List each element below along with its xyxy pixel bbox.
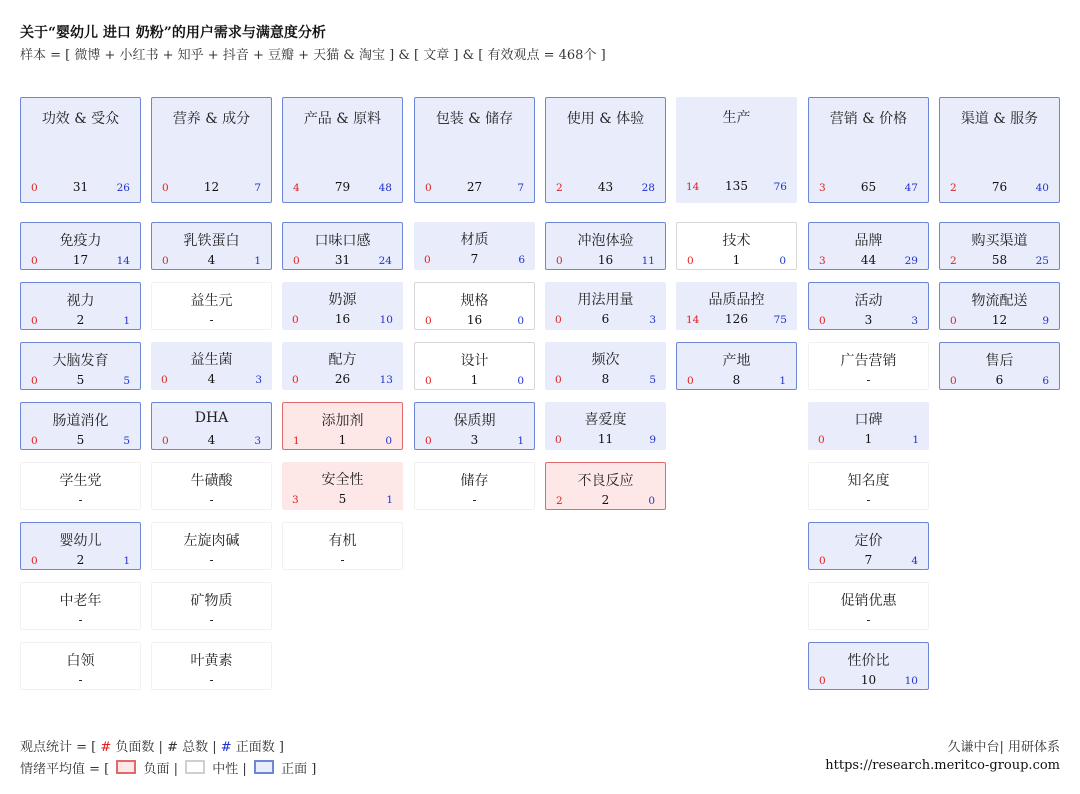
positive-count: 1: [123, 555, 130, 567]
positive-count: 76: [773, 181, 787, 193]
topic-card: [414, 342, 535, 390]
total-count: 58: [991, 253, 1008, 267]
topic-card: [20, 342, 141, 390]
total-count: -: [866, 373, 871, 387]
negative-swatch-icon: [116, 760, 136, 774]
category-name: 包装 & 储存: [435, 111, 514, 127]
positive-count: 10: [379, 314, 393, 326]
positive-count: 5: [123, 435, 130, 447]
sample-description: 样本 = [ 微博 + 小红书 + 知乎 + 抖音 + 豆瓣 + 天猫 & 淘宝 ] & [ 文章 ] & [ 有效观点 = 468个 ]: [20, 48, 606, 63]
topic-name: 设计: [460, 353, 489, 369]
negative-count: 0: [162, 435, 169, 447]
topic-name: 添加剂: [321, 413, 364, 429]
total-count: 126: [725, 312, 748, 326]
positive-count: 5: [649, 374, 656, 386]
topic-name: 物流配送: [971, 293, 1028, 309]
topic-card: [676, 222, 797, 270]
topic-card: [545, 282, 666, 330]
positive-count: 47: [904, 182, 918, 194]
topic-name: 定价: [854, 533, 883, 549]
topic-card: [939, 342, 1060, 390]
topic-card: [808, 462, 929, 510]
neutral-swatch-icon: [185, 760, 205, 774]
topic-name: 广告营销: [840, 353, 897, 369]
topic-card: [414, 222, 535, 270]
total-count: -: [78, 493, 83, 507]
topic-name: 频次: [591, 352, 620, 368]
total-count: -: [209, 553, 214, 567]
total-count: 5: [76, 433, 85, 447]
total-count: 3: [864, 313, 873, 327]
total-count: 4: [207, 372, 216, 386]
negative-count: 0: [31, 375, 38, 387]
positive-count: 7: [254, 182, 261, 194]
topic-name: 益生菌: [190, 352, 233, 368]
legend-mood-pos: 正面 ]: [276, 762, 317, 777]
topic-card: [545, 222, 666, 270]
total-count: -: [209, 493, 214, 507]
topic-name: DHA: [194, 410, 229, 426]
total-count: 7: [864, 553, 873, 567]
negative-count: 0: [31, 182, 38, 194]
topic-name: 保质期: [453, 413, 496, 429]
topic-name: 口味口感: [314, 233, 371, 249]
total-count: 12: [203, 180, 220, 194]
negative-count: 0: [424, 254, 431, 266]
topic-card: [939, 282, 1060, 330]
negative-count: 3: [819, 182, 826, 194]
positive-count: 3: [254, 435, 261, 447]
total-count: 4: [207, 433, 216, 447]
topic-card: [545, 342, 666, 390]
topic-card: [414, 462, 535, 510]
positive-count: 3: [649, 314, 656, 326]
total-count: 5: [76, 373, 85, 387]
topic-card: [151, 342, 272, 390]
negative-count: 0: [555, 374, 562, 386]
topic-name: 技术: [722, 233, 751, 249]
topic-name: 大脑发育: [52, 353, 109, 369]
negative-count: 0: [425, 182, 432, 194]
positive-count: 13: [379, 374, 393, 386]
category-card: [414, 97, 535, 203]
positive-count: 0: [385, 435, 392, 447]
topic-name: 牛磺酸: [190, 473, 233, 489]
topic-card: [151, 522, 272, 570]
total-count: 1: [732, 253, 741, 267]
topic-card: [808, 402, 929, 450]
topic-name: 规格: [460, 293, 489, 309]
negative-count: 0: [819, 555, 826, 567]
topic-name: 有机: [328, 533, 357, 549]
topic-card: [282, 462, 403, 510]
total-count: 12: [991, 313, 1008, 327]
category-card: [545, 97, 666, 203]
positive-count: 0: [779, 255, 786, 267]
category-name: 渠道 & 服务: [960, 111, 1039, 127]
topic-card: [808, 342, 929, 390]
positive-count: 1: [912, 434, 919, 446]
negative-count: 0: [555, 314, 562, 326]
total-count: 6: [995, 373, 1004, 387]
topic-name: 口碑: [854, 412, 883, 428]
topic-name: 活动: [854, 293, 883, 309]
positive-count: 6: [1042, 375, 1049, 387]
legend-neg-mark: #: [100, 740, 112, 755]
negative-count: 0: [161, 374, 168, 386]
topic-name: 售后: [985, 353, 1014, 369]
total-count: 16: [466, 313, 483, 327]
negative-count: 0: [31, 255, 38, 267]
topic-card: [282, 402, 403, 450]
topic-name: 视力: [66, 293, 95, 309]
negative-count: 2: [950, 255, 957, 267]
positive-count: 25: [1035, 255, 1049, 267]
negative-count: 0: [292, 374, 299, 386]
topic-name: 白领: [66, 653, 95, 669]
category-name: 产品 & 原料: [303, 111, 382, 127]
total-count: 11: [597, 432, 614, 446]
legend-pos-mark: #: [220, 740, 232, 755]
positive-count: 11: [641, 255, 655, 267]
category-card: [676, 97, 797, 203]
positive-count: 28: [641, 182, 655, 194]
positive-count: 5: [123, 375, 130, 387]
positive-count: 0: [517, 315, 524, 327]
total-count: 135: [725, 179, 748, 193]
topic-name: 乳铁蛋白: [183, 233, 240, 249]
positive-count: 1: [254, 255, 261, 267]
category-name: 营销 & 价格: [829, 111, 908, 127]
positive-count: 1: [123, 315, 130, 327]
total-count: 26: [334, 372, 351, 386]
negative-count: 0: [31, 315, 38, 327]
negative-count: 2: [950, 182, 957, 194]
topic-card: [414, 282, 535, 330]
category-card: [939, 97, 1060, 203]
total-count: 31: [334, 253, 351, 267]
total-count: -: [78, 613, 83, 627]
positive-count: 3: [255, 374, 262, 386]
topic-name: 婴幼儿: [59, 533, 102, 549]
positive-count: 0: [648, 495, 655, 507]
total-count: 1: [338, 433, 347, 447]
category-name: 营养 & 成分: [172, 111, 251, 127]
topic-card: [282, 522, 403, 570]
legend-mood-neg: 负面 |: [139, 762, 179, 777]
topic-name: 促销优惠: [840, 593, 897, 609]
negative-count: 0: [950, 315, 957, 327]
negative-count: 2: [556, 495, 563, 507]
topic-name: 性价比: [847, 653, 890, 669]
topic-card: [808, 222, 929, 270]
brand-label: 久谦中台| 用研体系: [947, 740, 1060, 755]
category-name: 功效 & 受众: [41, 111, 120, 127]
total-count: -: [209, 613, 214, 627]
negative-count: 2: [556, 182, 563, 194]
topic-name: 冲泡体验: [577, 233, 634, 249]
positive-count: 14: [116, 255, 130, 267]
topic-name: 品质品控: [708, 292, 765, 308]
negative-count: 0: [950, 375, 957, 387]
negative-count: 0: [687, 255, 694, 267]
negative-count: 3: [292, 494, 299, 506]
total-count: -: [209, 313, 214, 327]
topic-name: 购买渠道: [971, 233, 1028, 249]
total-count: -: [340, 553, 345, 567]
topic-name: 矿物质: [190, 593, 233, 609]
topic-name: 储存: [460, 473, 489, 489]
topic-card: [939, 222, 1060, 270]
topic-card: [20, 462, 141, 510]
total-count: 2: [76, 313, 85, 327]
total-count: 5: [338, 492, 347, 506]
negative-count: 14: [686, 181, 700, 193]
negative-count: 0: [31, 555, 38, 567]
negative-count: 0: [819, 675, 826, 687]
negative-count: 0: [818, 434, 825, 446]
negative-count: 0: [555, 434, 562, 446]
topic-card: [808, 282, 929, 330]
topic-card: [808, 582, 929, 630]
legend-mood: [20, 758, 316, 777]
topic-card: [20, 222, 141, 270]
page-title: 关于“婴幼儿 进口 奶粉”的用户需求与满意度分析: [20, 25, 326, 41]
topic-name: 不良反应: [577, 473, 634, 489]
total-count: 16: [597, 253, 614, 267]
topic-card: [151, 222, 272, 270]
topic-card: [545, 402, 666, 450]
topic-card: [414, 402, 535, 450]
positive-count: 10: [904, 675, 918, 687]
positive-count: 6: [518, 254, 525, 266]
positive-count: 0: [517, 375, 524, 387]
positive-count: 29: [904, 255, 918, 267]
negative-count: 0: [556, 255, 563, 267]
negative-count: 4: [293, 182, 300, 194]
topic-card: [20, 522, 141, 570]
topic-name: 材质: [460, 232, 489, 248]
topic-card: [151, 402, 272, 450]
topic-card: [282, 282, 403, 330]
total-count: 8: [601, 372, 610, 386]
topic-card: [20, 402, 141, 450]
total-count: 16: [334, 312, 351, 326]
total-count: 10: [860, 673, 877, 687]
total-count: 6: [601, 312, 610, 326]
topic-card: [151, 582, 272, 630]
positive-count: 40: [1035, 182, 1049, 194]
topic-name: 配方: [328, 352, 357, 368]
total-count: 1: [470, 373, 479, 387]
category-card: [808, 97, 929, 203]
negative-count: 0: [31, 435, 38, 447]
total-count: 1: [864, 432, 873, 446]
topic-name: 叶黄素: [190, 653, 233, 669]
category-name: 生产: [722, 110, 751, 126]
topic-name: 中老年: [59, 593, 102, 609]
positive-count: 48: [378, 182, 392, 194]
total-count: 76: [991, 180, 1008, 194]
total-count: -: [209, 673, 214, 687]
topic-card: [151, 462, 272, 510]
total-count: 44: [860, 253, 877, 267]
legend-neg-label: 负面数 |: [111, 740, 168, 755]
positive-count: 7: [517, 182, 524, 194]
topic-card: [151, 282, 272, 330]
total-count: 8: [732, 373, 741, 387]
positive-count: 1: [779, 375, 786, 387]
topic-card: [20, 582, 141, 630]
topic-name: 安全性: [321, 472, 364, 488]
positive-count: 75: [773, 314, 787, 326]
topic-name: 品牌: [854, 233, 883, 249]
positive-count: 26: [116, 182, 130, 194]
legend-mood-prefix: 情绪平均值 = [: [20, 762, 110, 777]
total-count: 4: [207, 253, 216, 267]
total-count: -: [866, 613, 871, 627]
category-card: [151, 97, 272, 203]
topic-card: [282, 342, 403, 390]
topic-name: 知名度: [847, 473, 890, 489]
negative-count: 1: [293, 435, 300, 447]
negative-count: 0: [687, 375, 694, 387]
topic-card: [282, 222, 403, 270]
negative-count: 0: [162, 255, 169, 267]
total-count: 7: [470, 252, 479, 266]
topic-card: [676, 282, 797, 330]
topic-name: 益生元: [190, 293, 233, 309]
positive-count: 1: [517, 435, 524, 447]
negative-count: 0: [425, 375, 432, 387]
positive-count: 9: [649, 434, 656, 446]
total-count: 17: [72, 253, 89, 267]
topic-name: 左旋肉碱: [183, 533, 240, 549]
total-count: 31: [72, 180, 89, 194]
positive-count: 24: [378, 255, 392, 267]
total-count: 43: [597, 180, 614, 194]
topic-card: [151, 642, 272, 690]
positive-swatch-icon: [254, 760, 274, 774]
topic-card: [20, 642, 141, 690]
topic-name: 喜爱度: [584, 412, 627, 428]
negative-count: 0: [425, 315, 432, 327]
negative-count: 3: [819, 255, 826, 267]
legend-pos-label: 正面数 ]: [231, 740, 284, 755]
topic-name: 奶源: [328, 292, 357, 308]
topic-name: 肠道消化: [52, 413, 109, 429]
topic-card: [20, 282, 141, 330]
legend-stats: [20, 736, 284, 755]
topic-name: 用法用量: [577, 292, 634, 308]
negative-count: 0: [293, 255, 300, 267]
legend-mood-neu: 中性 |: [208, 762, 247, 777]
negative-count: 0: [425, 435, 432, 447]
negative-count: 0: [292, 314, 299, 326]
total-count: 79: [334, 180, 351, 194]
category-name: 使用 & 体验: [566, 111, 645, 127]
topic-card: [676, 342, 797, 390]
category-card: [20, 97, 141, 203]
topic-name: 产地: [722, 353, 751, 369]
positive-count: 1: [386, 494, 393, 506]
legend-total-label: # 总数 |: [167, 740, 221, 755]
positive-count: 3: [911, 315, 918, 327]
total-count: 2: [76, 553, 85, 567]
topic-card: [545, 462, 666, 510]
topic-card: [808, 522, 929, 570]
negative-count: 14: [686, 314, 700, 326]
category-card: [282, 97, 403, 203]
total-count: -: [78, 673, 83, 687]
negative-count: 0: [819, 315, 826, 327]
total-count: 65: [860, 180, 877, 194]
total-count: 2: [601, 493, 610, 507]
positive-count: 4: [911, 555, 918, 567]
footer-url[interactable]: https://research.meritco-group.com: [825, 758, 1060, 773]
topic-card: [808, 642, 929, 690]
total-count: 27: [466, 180, 483, 194]
topic-name: 学生党: [59, 473, 102, 489]
total-count: -: [866, 493, 871, 507]
legend-stats-prefix: 观点统计 = [: [20, 740, 101, 755]
positive-count: 9: [1042, 315, 1049, 327]
negative-count: 0: [162, 182, 169, 194]
total-count: 3: [470, 433, 479, 447]
topic-name: 免疫力: [59, 233, 102, 249]
total-count: -: [472, 493, 477, 507]
